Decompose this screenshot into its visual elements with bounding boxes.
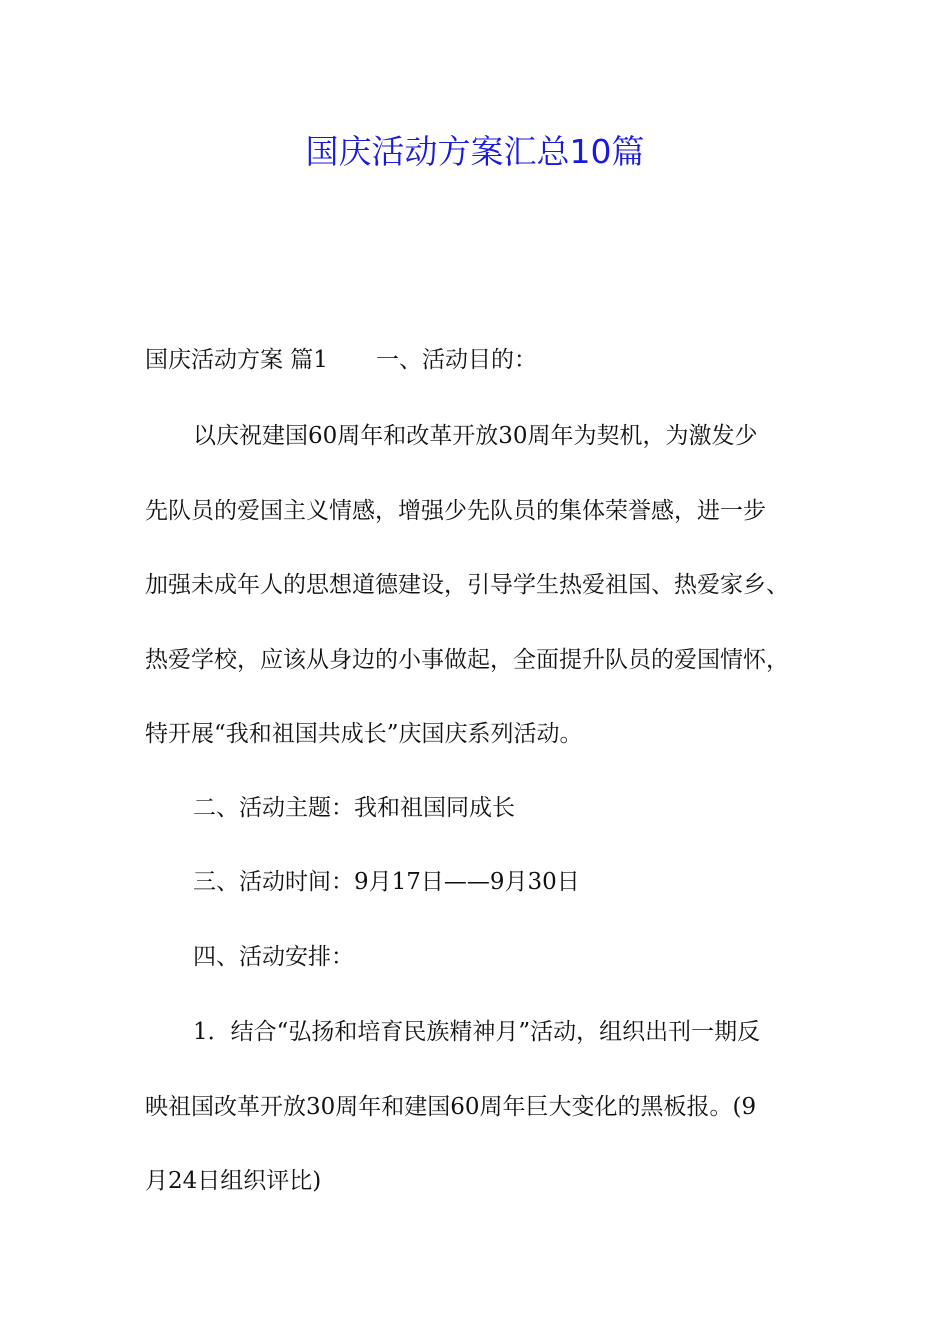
list-item-line: 1．结合“弘扬和培育民族精神月”活动，组织出刊一期反 bbox=[193, 1019, 761, 1045]
heading-time: 三、活动时间：9月17日——9月30日 bbox=[193, 869, 580, 895]
section-heading-line bbox=[145, 343, 835, 377]
list-item-line: 月24日组织评比) bbox=[145, 1168, 322, 1194]
paragraph-line: 特开展“我和祖国共成长”庆国庆系列活动。 bbox=[145, 721, 583, 747]
heading-arrangement: 四、活动安排： bbox=[193, 944, 354, 970]
paragraph-line: 先队员的爱国主义情感，增强少先队员的集体荣誉感，进一步 bbox=[145, 498, 766, 524]
paragraph-line: 加强未成年人的思想道德建设，引导学生热爱祖国、热爱家乡、 bbox=[145, 572, 789, 598]
document-title: 国庆活动方案汇总10篇 bbox=[305, 132, 645, 171]
heading-purpose: 一、活动目的： bbox=[375, 347, 537, 373]
list-item-line: 映祖国改革开放30周年和建国60周年巨大变化的黑板报。(9 bbox=[145, 1094, 757, 1120]
heading-theme: 二、活动主题：我和祖国同成长 bbox=[193, 795, 515, 821]
section-label: 国庆活动方案 篇1 bbox=[145, 347, 328, 373]
paragraph-line: 热爱学校，应该从身边的小事做起，全面提升队员的爱国情怀， bbox=[145, 647, 789, 673]
paragraph-line: 以庆祝建国60周年和改革开放30周年为契机，为激发少 bbox=[193, 423, 758, 449]
